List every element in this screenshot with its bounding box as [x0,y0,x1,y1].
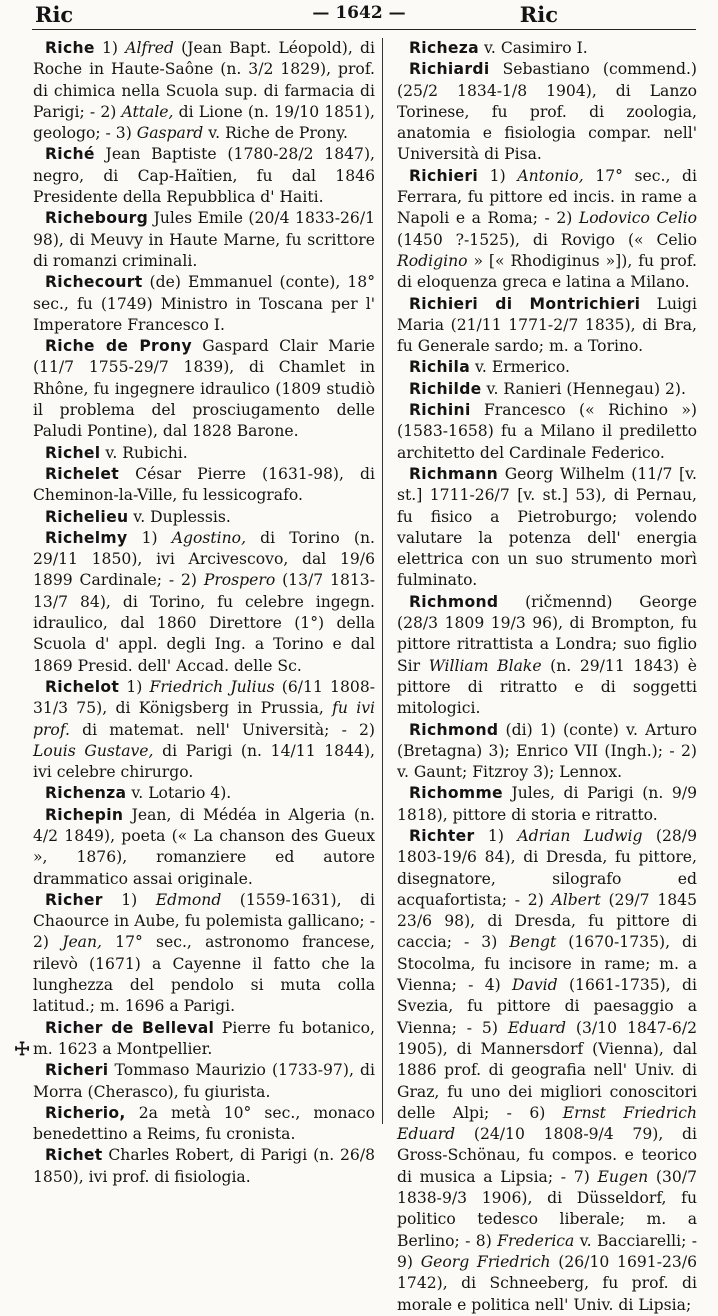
dictionary-entry [397,464,697,592]
dictionary-entry [33,507,375,528]
entry-text: César Pierre (1631-98), di Cheminon-la-Ville, fu lessicografo. [33,464,375,505]
dictionary-entry [33,208,375,272]
entry-text: Francesco (« Richino ») (1583-1658) fu a Milano il prediletto architetto del Cardinale Federico. [397,401,697,462]
entry-text: (Jean Bapt. Léopold), di Roche in Haute-Saône (n. 3/2 1829), prof. di chimica nella Scuola sup. di farmacia di Parigi; - 2) [33,39,375,121]
entry-headword: Richieri di Montrichieri [409,294,641,313]
dictionary-entry [397,592,697,720]
entry-text: (28/9 1803-19/6 84), di Dresda, fu pittore, disegnatore, silografo ed acquafortista; - 2) [397,826,698,909]
entry-text: di matemat. nell' Università; - 2) [70,720,375,739]
dictionary-entry [33,272,375,336]
entry-headword: Richepin [45,805,124,824]
entry-text: v. Riche de Prony. [203,124,348,143]
entry-text: v. Rubichi. [100,443,188,462]
entry-headword: Richerio, [45,1103,126,1122]
right-column [397,38,697,1316]
entry-text: Tommaso Maurizio (1733-97), di Morra (Cherasco), fu giurista. [33,1061,375,1101]
entry-text: di Parigi (n. 14/11 1844), ivi celebre chirurgo. [33,741,375,782]
entry-text: v. Casimiro I. [478,39,588,57]
dictionary-entry [33,805,375,890]
entry-headword: Richeri [45,1061,109,1080]
entry-text: Sebastiano (commend.) (25/2 1834-1/8 1904), di Lanzo Torinese, fu prof. di zoologia, anatomia e fisiologia compar. nell' Università di Pisa. [397,60,697,164]
entry-text: 17° sec., di Ferrara, fu pittore ed incis. in rame a Napoli e a Roma; - 2) [397,166,698,228]
dictionary-entry [397,720,697,784]
entry-italic-text: Frederica [497,1231,575,1250]
dictionary-entry [33,38,375,144]
entry-text: (26/10 1691-23/6 1742), di Schneeberg, fu prof. di morale e politica nell' Univ. di Lipsia; [397,1252,697,1314]
entry-headword: Richer de Belleval [45,1018,215,1037]
dictionary-entry [33,528,375,677]
page-number: — 1642 — [312,3,406,23]
header-right-keyword: Ric [519,2,558,27]
entry-italic-text: Lodovico Celio [578,209,698,228]
entry-italic-text: Jean, [62,933,102,952]
entry-italic-text: William Blake [428,656,542,675]
entry-headword: Riché [45,145,95,164]
entry-headword: Richet [45,1146,103,1165]
entry-text: 1) [478,166,518,185]
entry-italic-text: Gaspard [136,124,204,143]
dictionary-entry [397,783,697,826]
entry-headword: Riche de Prony [45,337,192,356]
entry-headword: Richiardi [409,60,490,79]
entry-italic-text: fu ivi prof. [33,699,375,739]
entry-text: 1) [119,677,150,696]
entry-text: 1) [102,890,156,909]
entry-headword: Richilde [409,379,482,398]
dictionary-entry [33,443,375,464]
dictionary-entry [33,336,375,442]
entry-text: (ričmennd) George (28/3 1809 19/3 96), di Brompton, fu pittore ritrattista a Londra; suo figlio Sir [397,592,697,675]
dictionary-entry [33,144,375,208]
entry-headword: Richter [409,826,475,845]
entry-text: (1450 ?-1525), di Rovigo (« Celio [397,230,697,249]
column-divider [382,38,383,1124]
dictionary-entry [397,294,697,358]
entry-headword: Richecourt [45,273,143,292]
left-column [33,38,375,1188]
dictionary-entry [33,1018,375,1061]
entry-text: (n. 29/11 1843) è pittore di ritratto e di soggetti mitologici. [397,656,697,718]
entry-text: (3/10 1847-6/2 1905), di Mannersdorf (Vienna), dal 1886 prof. di geografia nell' Univ. di Graz, fu uno dei migliori conoscitori delle Alpi; - 6) [397,1018,697,1122]
entry-headword: Richelet [45,464,120,483]
entry-italic-text: Friedrich Julius [149,677,275,696]
entry-italic-text: Adrian Ludwig [517,826,643,845]
entry-text: 1) [127,528,172,547]
dictionary-entry [33,890,375,1018]
entry-italic-text: Prospero [203,571,276,590]
entry-headword: Richeza [409,39,479,57]
entry-text: (1670-1735), di Stocolma, fu incisore in rame; m. a Vienna; - 4) [397,933,697,995]
entry-italic-text: David [512,976,558,995]
entry-text: (1559-1631), di Chaource in Aube, fu polemista gallicano; - 2) [33,890,375,952]
entry-text: (1661-1735), di Svezia, fu pittore di paesaggio a Vienna; - 5) [397,976,697,1037]
entry-text: Jules, di Parigi (n. 9/9 1818), pittore di storia e ritratto. [397,784,697,824]
entry-italic-text: Bengt [509,933,557,952]
entry-headword: Richini [409,401,471,420]
entry-text: Luigi Maria (21/11 1771-2/7 1835), di Bra, fu Generale sardo; m. a Torino. [397,294,698,356]
dictionary-entry [33,1103,375,1146]
dictionary-entry [33,464,375,507]
dictionary-entry [33,1145,375,1188]
entry-text: v. Duplessis. [128,507,231,526]
entry-text: (di) 1) (conte) v. Arturo (Bretagna) 3); Enrico VII (Ingh.); - 2) v. Gaunt; Fitzroy 3); Lennox. [397,720,697,782]
entry-headword: Richelot [45,677,120,696]
entry-text: 1) [94,39,126,57]
entry-text: » [« Rhodiginus »]), fu prof. di eloquenza greca e latina a Milano. [397,251,697,292]
entry-italic-text: Attale, [121,102,174,121]
entry-text: Jean Baptiste (1780-28/2 1847), negro, di Cap-Haïtien, fu dal 1846 Presidente della Repubblica d' Haiti. [33,145,375,207]
dictionary-entry [33,1060,375,1103]
page-header [0,0,718,30]
dictionary-entry [397,826,697,1316]
entry-italic-text: Alfred [125,39,174,57]
dictionary-entry [397,166,697,294]
entry-italic-text: Agostino, [171,528,247,547]
entry-italic-text: Ernst Friedrich Eduard [397,1103,697,1144]
entry-text: v. Bacciarelli; - 9) [397,1231,697,1271]
entry-text: (6/11 1808-31/3 75), di Königsberg in Prussia, [33,677,376,718]
entry-italic-text: Antonio, [517,166,584,185]
entry-headword: Richila [409,358,471,377]
entry-headword: Richmond [409,592,499,611]
entry-text: 1) [474,826,518,845]
entry-text: v. Ranieri (Hennegau) 2). [481,379,686,398]
entry-italic-text: Albert [551,890,601,909]
entry-italic-text: Rodigino [397,251,468,270]
entry-text: (29/7 1845 23/6 98), di Dresda, fu pittore di caccia; - 3) [397,890,698,952]
entry-italic-text: Eduard [507,1018,567,1037]
entry-headword: Richebourg [45,209,149,228]
entry-headword: Richer [45,890,103,909]
margin-mark: ☩ [14,1039,31,1060]
entry-headword: Richel [45,443,101,462]
entry-headword: Richmond [409,720,499,739]
entry-italic-text: Georg Friedrich [420,1252,551,1271]
entry-headword: Richieri [409,166,479,185]
entry-text: (24/10 1808-9/4 79), di Gross-Schönau, fu compos. e teorico di musica a Lipsia; - 7) [397,1125,697,1186]
entry-text: 2a metà 10° sec., monaco benedettino a Reims, fu cronista. [33,1103,375,1144]
dictionary-entry [33,677,375,783]
entry-text: Gaspard Clair Marie (11/7 1755-29/7 1839), di Chamlet in Rhône, fu ingegnere idraulico (1809 studiò il problema del prosciugamento delle Paludi Pontine), dal 1828 Barone. [33,337,376,441]
entry-headword: Richmann [409,464,499,483]
dictionary-entry [397,59,697,165]
entry-headword: Richelmy [45,528,128,547]
entry-text: di Torino (n. 29/11 1850), ivi Arcivescovo, dal 19/6 1899 Cardinale; - 2) [33,528,375,590]
entry-text: di Lione (n. 19/10 1851), geologo; - 3) [33,102,375,143]
entry-headword: Richomme [409,784,503,803]
entry-text: v. Ermerico. [470,358,570,377]
entry-text: (de) Emmanuel (conte), 18° sec., fu (1749) Ministro in Toscana per l' Imperatore Francesco I. [33,273,375,334]
entry-text: Pierre fu botanico, m. 1623 a Montpellier. [33,1018,375,1058]
dictionary-entry [397,400,697,464]
dictionary-entry [397,379,697,400]
entry-headword: Riche [45,39,95,57]
header-rule [32,29,696,30]
entry-text: (30/7 1838-9/3 1906), di Düsseldorf, fu politico tedesco liberale; m. a Berlino; - 8) [397,1167,697,1250]
dictionary-entry [397,357,697,378]
header-left-keyword: Ric [35,2,74,27]
dictionary-entry [397,38,697,59]
entry-text: v. Lotario 4). [126,784,232,803]
entry-italic-text: Louis Gustave, [33,741,154,760]
entry-text: Charles Robert, di Parigi (n. 26/8 1850), ivi prof. di fisiologia. [33,1146,375,1186]
entry-text: 17° sec., astronomo francese, rilevò (1671) a Cayenne il fatto che la lunghezza del pendolo si muta colla latitud.; m. 1696 a Parigi. [33,933,375,1016]
entry-text: (13/7 1813-13/7 84), di Torino, fu celebre ingegn. idraulico, dal 1860 Direttore (1°) della Scuola d' appl. degli Ing. a Torino e dal 1869 Presid. dell' Accad. delle Sc. [33,571,375,675]
entry-text: Jean, di Médéa in Algeria (n. 4/2 1849), poeta (« La chanson des Gueux », 1876), romanziere ed autore drammatico assai originale. [33,805,375,888]
entry-headword: Richenza [45,784,127,803]
entry-headword: Richelieu [45,507,129,526]
entry-text: Jules Emile (20/4 1833-26/1 98), di Meuvy in Haute Marne, fu scrittore di romanzi criminali. [33,209,375,270]
entry-italic-text: Eugen [597,1167,649,1186]
entry-italic-text: Edmond [155,890,222,909]
dictionary-entry [33,783,375,804]
entry-text: Georg Wilhelm (11/7 [v. st.] 1711-26/7 [v. st.] 53), di Pernau, fu fisico a Pietroburgo; volendo valutare la potenza dell' energia elettrica con un suo strumento morì fulminato. [397,464,697,590]
